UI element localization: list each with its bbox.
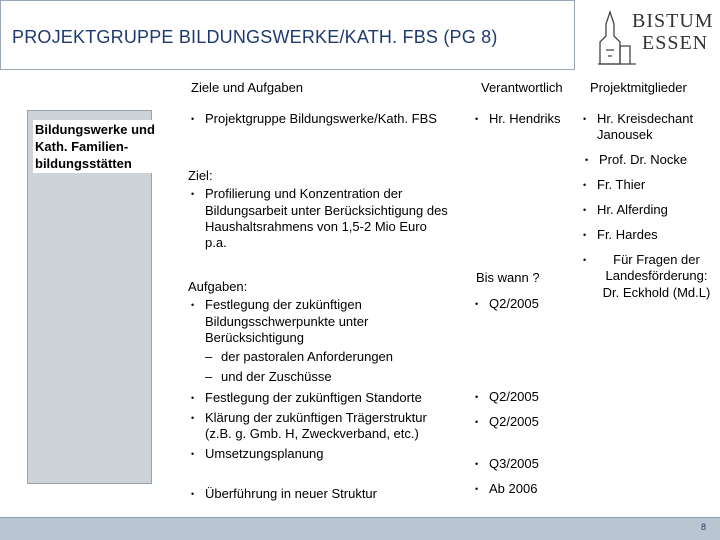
date-2: • Q2/2005	[472, 389, 539, 405]
aufgabe-1-sub-1: – der pastoralen Anforderungen	[188, 349, 453, 365]
member-4: • Hr. Alferding	[580, 202, 715, 218]
aufgabe-4: • Umsetzungsplanung	[188, 446, 453, 462]
responsible-person	[472, 111, 582, 127]
aufgabe-5: • Überführung in neuer Struktur	[188, 486, 453, 502]
page-number: 8	[700, 522, 706, 532]
bis-wann-heading: Bis wann ?	[476, 270, 540, 285]
ziel-heading: Ziel:	[188, 168, 213, 183]
goals-column-head: Ziele und Aufgaben	[191, 80, 304, 95]
date-5: • Ab 2006	[472, 481, 537, 497]
page-title: PROJEKTGRUPPE BILDUNGSWERKE/KATH. FBS (PG 8)	[12, 27, 498, 47]
aufgaben-heading: Aufgaben:	[188, 279, 248, 294]
left-label: Bildungswerke und Kath. Familien-bildungsstätten	[33, 120, 185, 173]
intro-section	[188, 111, 448, 127]
footer-bar	[0, 517, 720, 540]
ziel-bullet: • Profilierung und Konzentration der Bildungsarbeit unter Berücksichtigung des Haushaltsrahmens von 1,5-2 Mio Euro p.a.	[188, 186, 450, 251]
aufgabe-3: • Klärung der zukünftigen Trägerstruktur (z.B. g. Gmb. H, Zweckverband, etc.)	[188, 410, 453, 443]
member-5: • Fr. Hardes	[580, 227, 715, 243]
member-3: • Fr. Thier	[580, 177, 715, 193]
aufgaben-section	[188, 279, 453, 462]
aufgabe-2: • Festlegung der zukünftigen Standorte	[188, 390, 453, 406]
member-1: • Hr. Kreisdechant Janousek	[580, 111, 715, 144]
date-3: • Q2/2005	[472, 414, 539, 430]
aufgabe-1-sub-2: – und der Zuschüsse	[188, 369, 453, 385]
intro-bullet: • Projektgruppe Bildungswerke/Kath. FBS	[188, 111, 448, 127]
date-4: • Q3/2005	[472, 456, 539, 472]
member-6: • Für Fragen der Landesförderung: Dr. Eckhold (Md.L)	[580, 252, 716, 301]
member-2: • Prof. Dr. Nocke	[582, 152, 717, 168]
date-1: • Q2/2005	[472, 296, 539, 312]
logo-text-bistum: BISTUM	[632, 10, 714, 32]
ziel-section	[188, 168, 450, 251]
logo-text-essen: ESSEN	[642, 32, 709, 54]
aufgabe-5-section	[188, 486, 453, 502]
responsible-column-head: Verantwortlich	[481, 80, 563, 95]
responsible-name: • Hr. Hendriks	[472, 111, 582, 127]
members-column-head: Projektmitglieder	[590, 80, 687, 95]
aufgabe-1: • Festlegung der zukünftigen Bildungsschwerpunkte unter Berücksichtigung	[188, 297, 453, 346]
